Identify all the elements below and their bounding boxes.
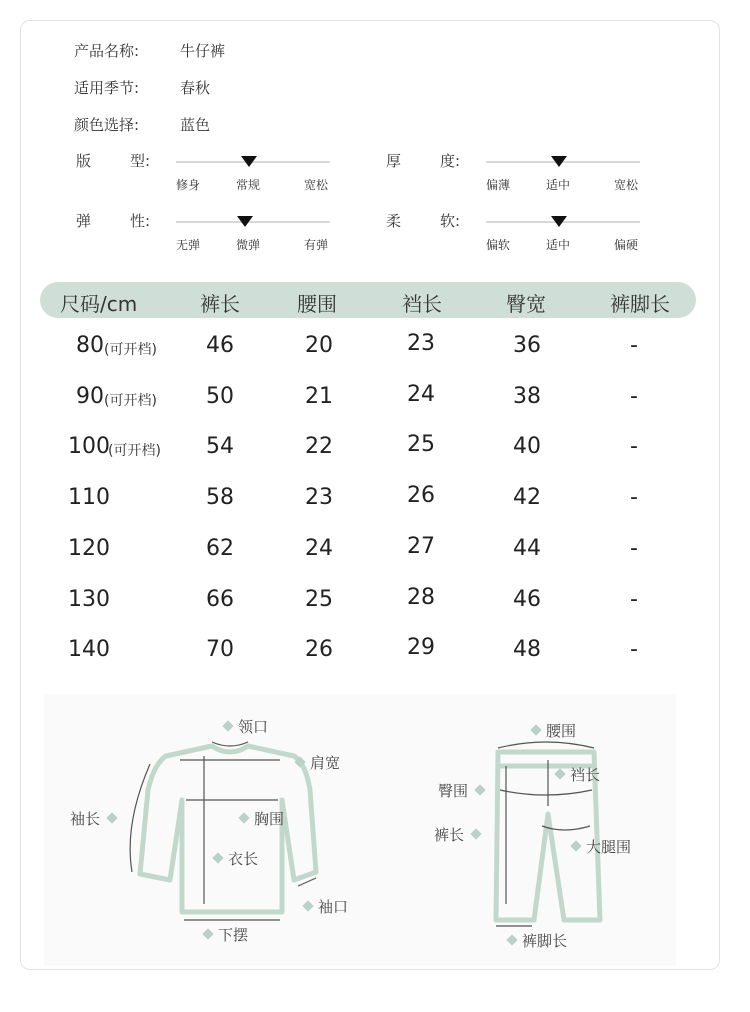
cell-size: 90 [76,383,104,409]
table-cell: 25 [305,586,333,612]
rating-label-a: 弹 [76,212,92,230]
label-collar: 领口 [224,716,268,737]
rating-label-b: 软: [440,212,461,230]
table-cell: 22 [305,434,333,460]
name-label: 产品名称: [74,42,140,60]
rating-option: 微弹 [236,238,261,252]
rating-marker-icon [241,156,257,167]
header-waist: 腰围 [297,292,337,316]
season-value: 春秋 [180,79,211,97]
label-sleeve: 袖长 [70,808,116,829]
table-cell: - [630,586,638,612]
season-label: 适用季节: [74,79,140,97]
header-size: 尺码/cm [60,292,138,316]
table-cell: 25 [407,432,435,458]
cell-size: 140 [68,637,110,663]
rating-option: 适中 [546,238,571,252]
cell-size-note: (可开档) [104,392,157,409]
table-cell: 40 [513,434,541,460]
table-cell: 29 [407,635,435,661]
header-hip: 臀宽 [506,292,546,316]
label-shoulder: 肩宽 [296,752,340,773]
rating-marker-icon [551,156,567,167]
rating-label-b: 度: [440,152,461,170]
cell-size: 100 [68,434,110,460]
rating-marker-icon [551,216,567,227]
table-cell: 48 [513,637,541,663]
header-rise: 裆长 [402,292,442,316]
table-cell: 26 [305,637,333,663]
table-cell: 36 [513,333,541,358]
label-hem: 下摆 [204,924,248,945]
label-pants-length: 裤长 [434,824,480,845]
header-pants-length: 裤长 [200,292,240,316]
rating-fit [76,150,386,194]
product-info [74,40,374,150]
rating-option: 有弹 [304,238,329,252]
table-cell: 46 [513,586,541,612]
size-table-header [40,282,696,318]
cell-size: 110 [68,485,110,511]
diagram-svg [44,694,676,966]
rating-label-a: 厚 [386,152,402,170]
rating-option: 适中 [546,178,571,192]
label-waist: 腰围 [532,720,576,741]
table-cell: 27 [407,533,435,559]
cell-size-note: (可开档) [104,342,157,358]
cell-size: 130 [68,586,110,612]
table-cell: - [630,485,638,511]
table-cell: 23 [407,331,435,356]
rating-option: 常规 [236,178,261,192]
label-rise: 裆长 [556,764,600,785]
table-cell: 66 [206,586,234,612]
rating-elasticity [76,210,386,254]
cell-size: 80 [76,333,104,358]
table-cell: 58 [206,485,234,511]
label-length: 衣长 [214,848,258,869]
header-leg-opening: 裤脚长 [610,292,670,316]
table-cell: - [630,434,638,460]
rating-option: 偏软 [486,238,511,252]
table-cell: 50 [206,383,234,409]
table-cell: 26 [407,483,435,509]
name-value: 牛仔裤 [180,42,226,60]
table-cell: 54 [206,434,234,460]
measurement-diagram [44,694,676,966]
rating-option: 修身 [176,178,201,192]
label-cuff: 袖口 [304,896,348,917]
shirt-outline-icon [140,746,316,912]
label-thigh: 大腿围 [572,836,631,857]
rating-option: 无弹 [176,238,201,252]
table-cell: 28 [407,584,435,610]
table-cell: 62 [206,535,234,561]
rating-option: 宽松 [304,178,329,192]
table-cell: - [630,535,638,561]
table-cell: 46 [206,333,234,358]
table-cell: 70 [206,637,234,663]
cell-size-note: (可开档) [108,443,161,460]
table-cell: 24 [305,535,333,561]
rating-label-a: 柔 [386,212,402,230]
rating-marker-icon [237,216,253,227]
table-cell: 23 [305,485,333,511]
rating-softness [386,210,696,254]
table-cell: - [630,383,638,409]
rating-track [176,221,330,223]
rating-option: 偏薄 [486,178,511,192]
label-chest: 胸围 [240,808,284,829]
table-cell: 24 [407,381,435,407]
label-leg-opening: 裤脚长 [508,930,567,951]
table-cell: 38 [513,383,541,409]
rating-option: 宽松 [614,178,639,192]
table-cell: - [630,333,638,358]
rating-label-b: 型: [130,152,151,170]
rating-thickness [386,150,696,194]
color-label: 颜色选择: [74,116,140,134]
table-cell: 20 [305,333,333,358]
rating-label-a: 版 [76,152,92,170]
table-cell: 21 [305,383,333,409]
color-value: 蓝色 [180,116,211,134]
rating-label-b: 性: [130,212,151,230]
cell-size: 120 [68,535,110,561]
table-cell: - [630,637,638,663]
table-cell: 44 [513,535,541,561]
rating-option: 偏硬 [614,238,639,252]
table-cell: 42 [513,485,541,511]
label-hip: 臀围 [438,780,484,801]
